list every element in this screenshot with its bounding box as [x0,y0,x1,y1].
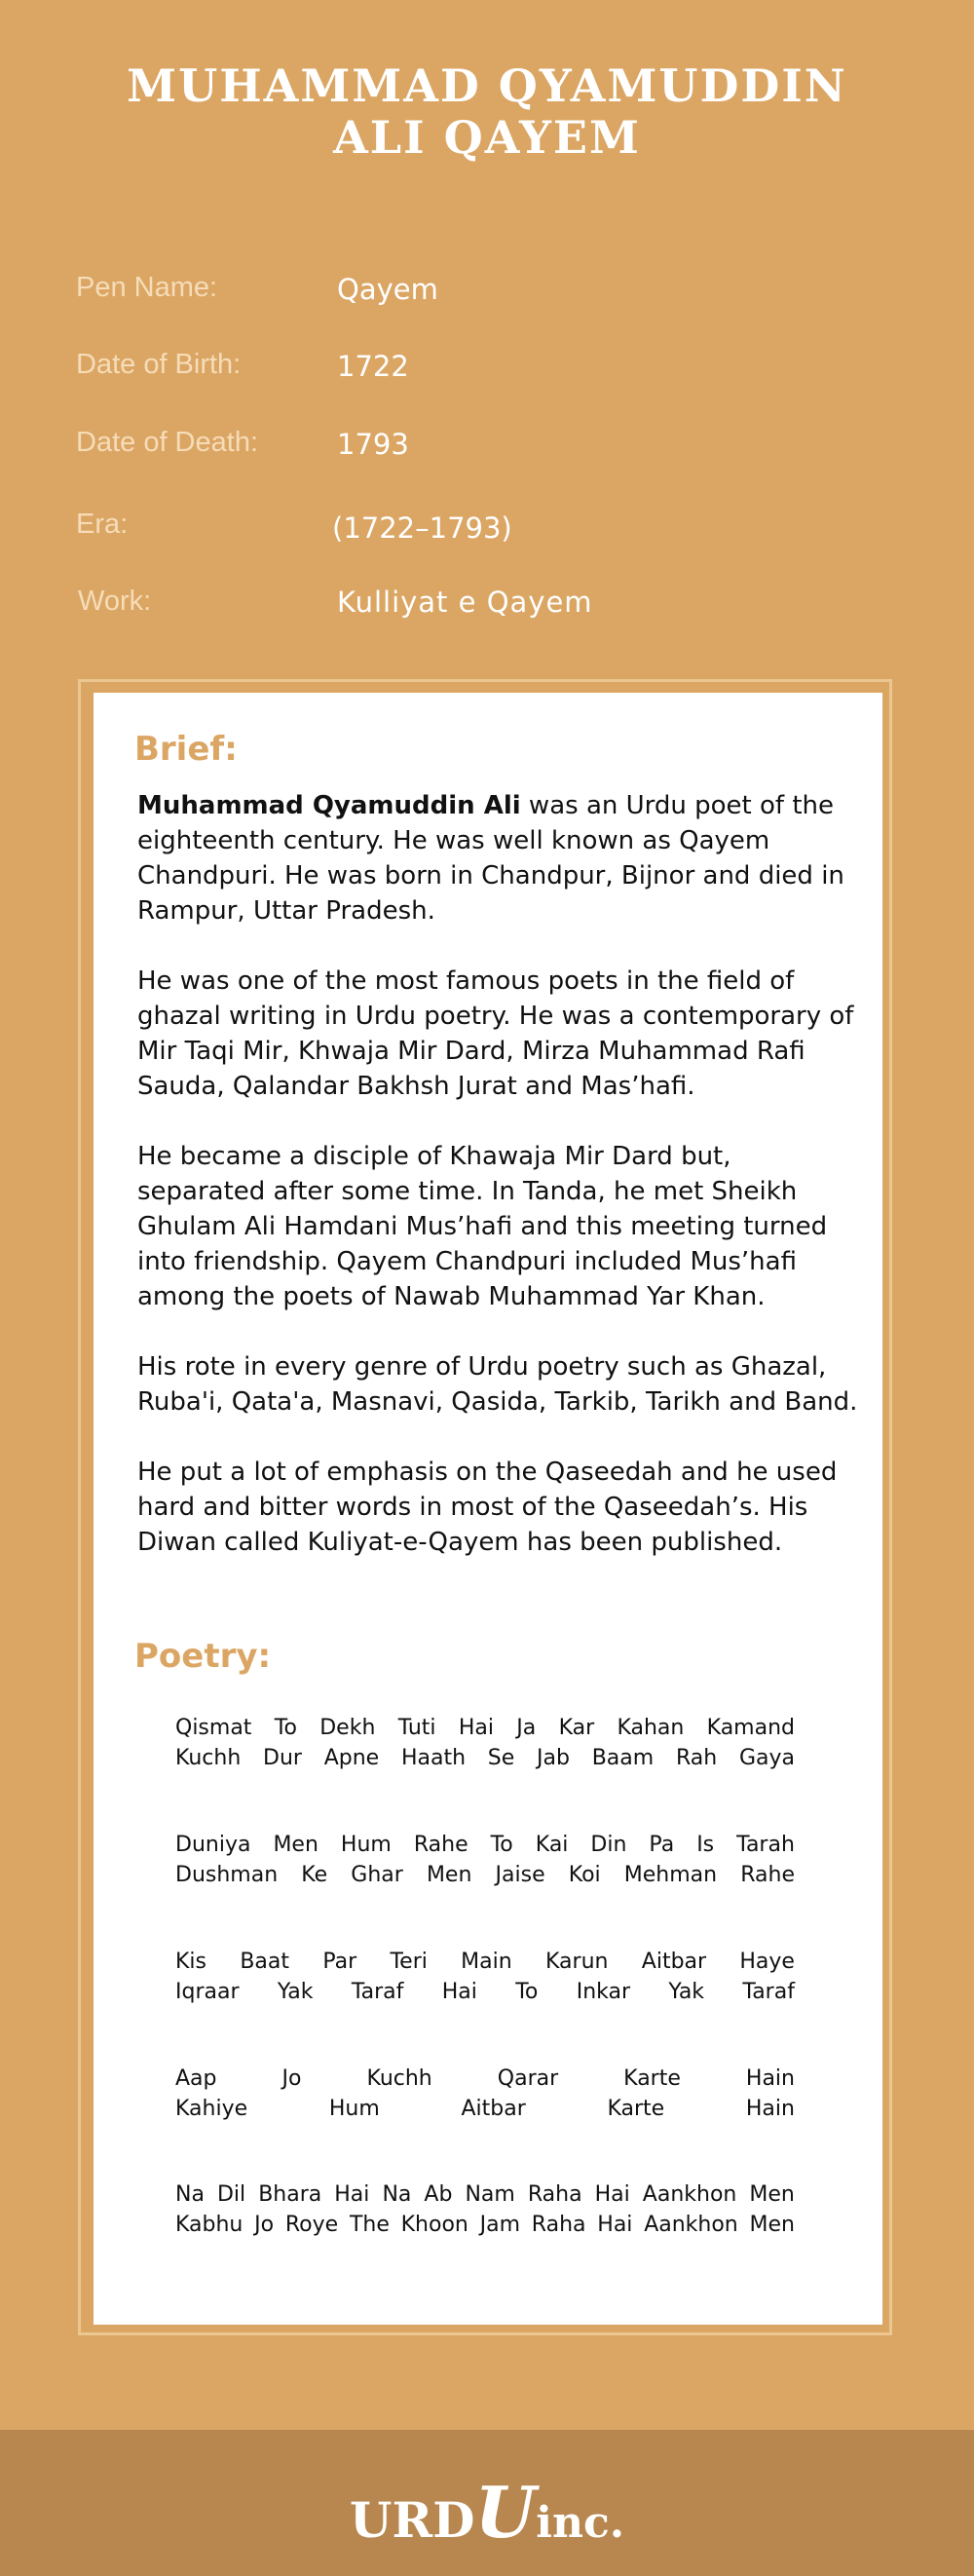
poem-word: Pa [649,1833,675,1857]
page-title [0,60,974,164]
brief-paragraph-4: His rote in every genre of Urdu poetry such as Ghazal, Ruba'i, Qata'a, Masnavi, Qasida, Tarkib, Tarikh and Band. [137,1352,858,1417]
poem-word: Hain [745,2097,795,2121]
couplet-line [175,1743,795,1773]
poem-word: Kuchh [366,2066,432,2091]
poem-word: Jam [479,2213,521,2237]
poem-word: Men [749,2213,795,2237]
poem-word: Tuti [397,1716,436,1740]
poem-word: Jaise [495,1863,545,1887]
info-label: Era: [76,509,129,540]
poem-word: Gaya [738,1746,795,1770]
couplet [175,1713,795,1773]
info-label: Date of Birth: [76,349,242,380]
poem-word: Dekh [319,1716,376,1740]
couplet-line [175,1947,795,1977]
poem-word: Qismat [175,1716,252,1740]
couplet [175,1830,795,1890]
couplet-line [175,2179,795,2210]
brief-paragraph-2: He was one of the most famous poets in the field of ghazal writing in Urdu poetry. He was a contemporary of Mir Taqi Mir, Khwaja Mir Dard, Mirza Muhammad Rafi Sauda, Qalandar Bakhsh Jurat and Mas’hafi. [137,966,854,1101]
couplet-line [175,1713,795,1743]
brief-body [137,788,858,1595]
poem-word: Dil [216,2182,246,2207]
poem-word: Kar [558,1716,595,1740]
poem-word: Kuchh [175,1746,242,1770]
poem-word: Bhara [258,2182,322,2207]
poem-word: Par [322,1950,357,1974]
poem-word: Tarah [736,1833,795,1857]
title-line-2: ALI QAYEM [333,111,641,164]
poem-word: The [349,2213,390,2237]
poem-word: Aankhon [644,2213,738,2237]
poem-word: Qarar [497,2066,559,2091]
brief-paragraph-1 [137,788,858,928]
poem-word: Dur [263,1746,302,1770]
poem-word: Hum [328,2097,380,2121]
poem-word: Rah [675,1746,718,1770]
poem-word: Men [426,1863,472,1887]
couplet-line [175,1860,795,1890]
poem-word: Taraf [351,1980,404,2004]
poem-word: Ke [301,1863,328,1887]
poem-word: Yak [668,1980,705,2004]
poem-word: Ja [516,1716,537,1740]
poem-word: Na [382,2182,412,2207]
info-row-work [78,586,916,625]
poem-word: Karun [545,1950,609,1974]
logo-text-post: inc. [536,2498,625,2548]
poem-word: Men [749,2182,795,2207]
poem-word: To [515,1980,539,2004]
poem-word: Hain [745,2066,795,2091]
poem-word: Din [590,1833,627,1857]
poem-word: Apne [323,1746,380,1770]
info-value: 1793 [337,428,409,461]
poem-word: Men [273,1833,318,1857]
poem-word: Main [461,1950,512,1974]
poem-word: Raha [527,2182,582,2207]
couplet [175,2064,795,2124]
poem-word: Mehman [623,1863,718,1887]
poem-word: Is [696,1833,715,1857]
info-value: Kulliyat e Qayem [337,586,593,619]
poem-word: Se [487,1746,515,1770]
poetry-heading: Poetry: [134,1637,272,1676]
couplet [175,1947,795,2007]
poem-word: Jo [254,2213,275,2237]
footer [0,2430,974,2576]
poem-word: Rahe [740,1863,795,1887]
content-card [94,693,882,2325]
poem-word: Khoon [400,2213,468,2237]
poem-word: Nam [465,2182,515,2207]
poem-word: Baam [591,1746,655,1770]
poem-word: Hai [458,1716,494,1740]
poem-word: Hai [441,1980,477,2004]
poem-word: Rahe [413,1833,468,1857]
info-row-pen-name [76,272,914,311]
brief-paragraph-1-text: was an Urdu poet of the eighteenth century. He was well known as Qayem Chandpuri. He was born in Chandpur, Bijnor and died in Rampur, Uttar Pradesh. [137,791,844,926]
poem-word: Raha [531,2213,586,2237]
poem-word: Iqraar [175,1980,240,2004]
brief-heading: Brief: [134,730,238,769]
poem-word: Ab [424,2182,453,2207]
logo-text-u: U [474,2471,537,2554]
poem-word: Yak [277,1980,314,2004]
poem-word: Aankhon [642,2182,737,2207]
poem-word: Duniya [175,1833,251,1857]
info-label: Work: [78,586,152,617]
poem-word: Kabhu [175,2213,244,2237]
poem-word: To [274,1716,297,1740]
poem-word: Inkar [576,1980,631,2004]
poem-word: Aap [175,2066,217,2091]
poem-word: Taraf [742,1980,795,2004]
couplet-line [175,1830,795,1860]
info-label: Date of Death: [76,427,258,458]
poem-word: Hai [334,2182,370,2207]
poem-word: Karte [623,2066,681,2091]
poem-word: Haath [400,1746,467,1770]
poem-word: Baat [240,1950,290,1974]
poem-word: Aitbar [461,2097,526,2121]
poem-word: Kahiye [175,2097,248,2121]
poem-word: Ghar [351,1863,403,1887]
poem-word: Kis [175,1950,207,1974]
poem-word: Dushman [175,1863,279,1887]
couplet-line [175,2094,795,2124]
poem-word: Hai [597,2213,633,2237]
couplet-line [175,2210,795,2240]
poem-word: To [490,1833,513,1857]
poem-word: Hum [340,1833,392,1857]
poem-word: Jo [281,2066,302,2091]
poem-word: Kai [535,1833,569,1857]
info-row-date-of-birth [76,349,914,388]
poem-word: Aitbar [641,1950,707,1974]
info-value: 1722 [337,350,409,383]
poet-name-bold: Muhammad Qyamuddin Ali [137,791,521,820]
poem-word: Haye [739,1950,795,1974]
poem-word: Hai [594,2182,630,2207]
poem-word: Na [175,2182,205,2207]
info-label: Pen Name: [76,272,218,303]
info-value: (1722–1793) [332,511,512,545]
poem-word: Teri [390,1950,428,1974]
title-line-1: MUHAMMAD QYAMUDDIN [127,59,847,112]
poem-word: Jab [537,1746,570,1770]
couplet-line [175,1977,795,2007]
couplet [175,2179,795,2240]
brief-paragraph-3: He became a disciple of Khawaja Mir Dard but, separated after some time. In Tanda, he met Sheikh Ghulam Ali Hamdani Mus’hafi and this meeting turned into friendship. Qayem Chandpuri included Mus’hafi among the poets of Nawab Muhammad Yar Khan. [137,1142,828,1311]
poem-word: Koi [568,1863,601,1887]
poem-word: Roye [284,2213,339,2237]
poem-word: Kahan [617,1716,685,1740]
poem-word: Kamand [706,1716,795,1740]
brief-paragraph-5: He put a lot of emphasis on the Qaseedah and he used hard and bitter words in most of the Qaseedah’s. His Diwan called Kuliyat-e-Qayem has been published. [137,1458,838,1557]
logo-text-pre: URD [349,2491,475,2549]
urdu-inc-logo [0,2471,974,2554]
info-row-date-of-death [76,427,914,466]
couplet-line [175,2064,795,2094]
poem-word: Karte [607,2097,665,2121]
info-value: Qayem [337,273,438,306]
info-row-era [76,509,914,548]
